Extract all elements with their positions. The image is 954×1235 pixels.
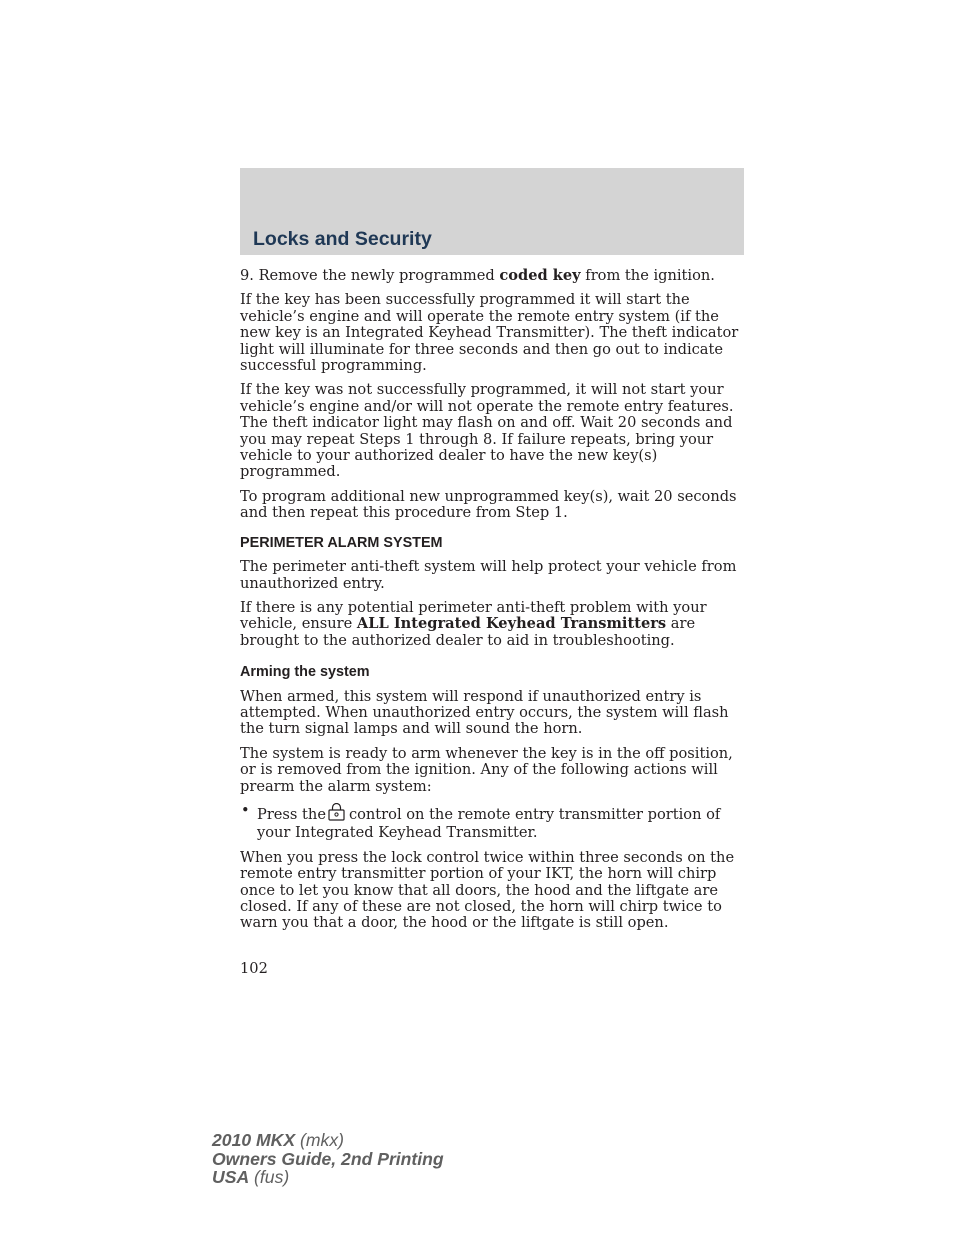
lock-icon xyxy=(328,803,345,825)
armed-paragraph: When armed, this system will respond if unauthorized entry is attempted. When unauthorized entry occurs, the system will flash the turn signal lamps and will sound the horn. xyxy=(240,687,729,738)
ikt-term: ALL Integrated Keyhead Transmitters xyxy=(356,615,667,633)
footer-line-1: 2010 MKX (mkx) xyxy=(212,1130,344,1150)
footer-line-3: USA (fus) xyxy=(212,1167,290,1188)
page-content xyxy=(240,268,746,940)
perimeter-intro-paragraph: The perimeter anti-theft system will help protect your vehicle from unauthorized entry. xyxy=(240,558,737,592)
additional-keys-paragraph: To program additional new unprogrammed key(s), wait 20 seconds and then repeat this procedure from Step 1. xyxy=(240,487,737,522)
footer-line-2: Owners Guide, 2nd Printing xyxy=(212,1148,444,1169)
footer xyxy=(212,1131,444,1187)
success-paragraph: If the key has been successfully programmed it will start the vehicle’s engine and will operate the remote entry system (if the new key is an Integrated Keyhead Transmitter). The theft indicator light will illuminate for three seconds and then go out to indicate successful programming. xyxy=(240,291,739,375)
lock-twice-paragraph: When you press the lock control twice within three seconds on the remote entry transmitter portion of your IKT, the horn will chirp once to let you know that all doors, the hood and the liftgate are closed. If any of these are not closed, the horn will chirp twice to warn you that a door, the hood or the liftgate is still open. xyxy=(240,848,735,932)
section-title: Locks and Security xyxy=(253,228,432,250)
coded-key-term: coded key xyxy=(499,267,581,284)
perimeter-alarm-heading: PERIMETER ALARM SYSTEM xyxy=(240,534,443,551)
section-header-band xyxy=(240,168,744,255)
perimeter-problem-paragraph: If there is any potential perimeter anti-theft problem with your vehicle, ensure ALL Integrated Keyhead Transmitters are brought to the authorized dealer to aid in troubleshooting. xyxy=(240,598,707,649)
list-item: • Press the control on the remote entry transmitter portion of your Integrated Keyhead Transmitter. xyxy=(241,801,721,842)
arming-heading: Arming the system xyxy=(240,664,370,681)
bullet-mark: • xyxy=(241,801,250,819)
failure-paragraph: If the key was not successfully programmed, it will not start your vehicle’s engine and/or will not operate the remote entry features. The theft indicator light may flash on and off. Wait 20 seconds and you may repeat Steps 1 through 8. If failure repeats, bring your vehicle to your authorized dealer to have the new key(s) programmed. xyxy=(240,381,734,481)
page-number: 102 xyxy=(240,960,268,977)
prearm-paragraph: The system is ready to arm whenever the key is in the off position, or is removed from the ignition. Any of the following actions will prearm the alarm system: xyxy=(240,744,733,795)
step-9-paragraph: 9. Remove the newly programmed coded key from the ignition. xyxy=(240,267,715,284)
